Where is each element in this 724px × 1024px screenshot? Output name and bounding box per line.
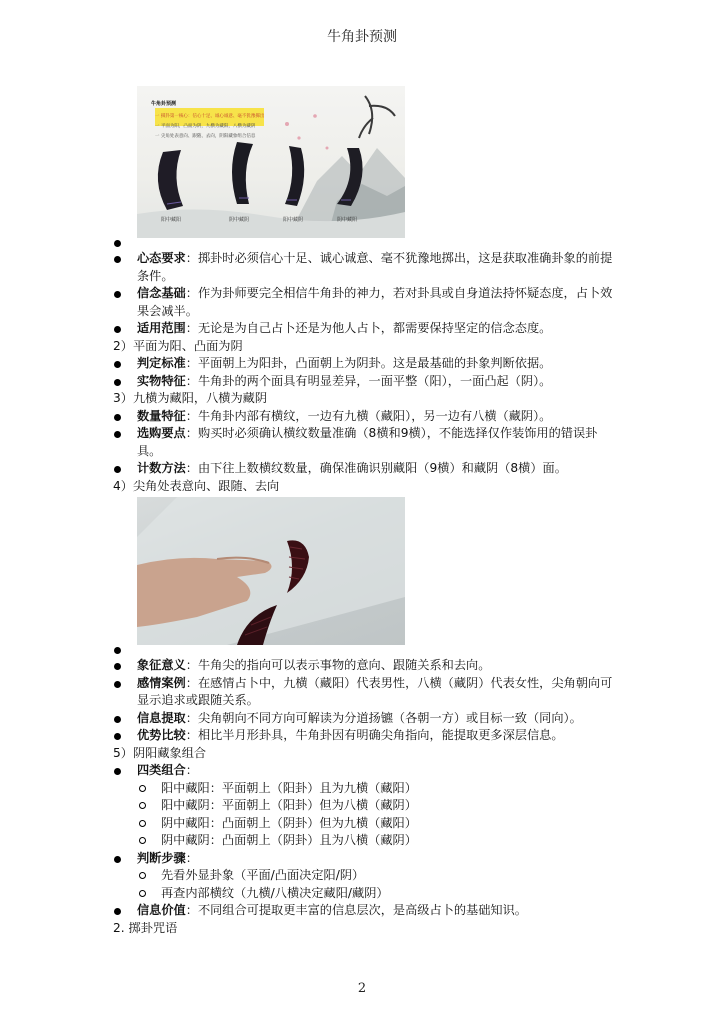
list-item: 心态要求：掷卦时必须信心十足、诚心诚意、毫不犹豫地掷出，这是获取准确卦象的前提条件。 <box>113 250 613 285</box>
horn-label-1: 阳中藏阳 <box>161 217 182 223</box>
sub-list-item: 阴中藏阴：凸面朝上（阴卦）且为八横（藏阴） <box>113 832 613 850</box>
section-heading: 3）九横为藏阳，八横为藏阴 <box>113 391 268 405</box>
figure1-line-2: 一 平面为阳，凸面为阴，九横为藏阳，八横为藏阴 <box>155 124 256 129</box>
horn-divination-illustration <box>137 86 405 238</box>
list-item: 判断步骤： <box>113 850 613 868</box>
list-item: 适用范围：无论是为自己占卜还是为他人占卜，都需要保持坚定的信念态度。 <box>113 320 613 338</box>
list-item: 信息价值：不同组合可提取更丰富的信息层次，是高级占卜的基础知识。 <box>113 902 613 920</box>
document-body <box>113 86 613 937</box>
list-item: 数量特征：牛角卦内部有横纹，一边有九横（藏阳），另一边有八横（藏阴）。 <box>113 408 613 426</box>
list-item: 优势比较：相比半月形卦具，牛角卦因有明确尖角指向，能提取更多深层信息。 <box>113 727 613 745</box>
figure1-line-3: 一 尖角处表意向、跟随、去向，阴阳藏象组合信息 <box>155 134 256 139</box>
list-item: 选购要点：购买时必须确认横纹数量准确（8横和9横），不能选择仅作装饰用的错误卦具。 <box>113 425 613 460</box>
section-heading: 5）阴阳藏象组合 <box>113 745 207 760</box>
chapter-heading: 2. 掷卦咒语 <box>113 920 178 935</box>
photo-scene <box>137 497 405 645</box>
sub-list-item: 阴中藏阳：凸面朝上（阴卦）但为九横（藏阳） <box>113 815 613 833</box>
list-item: 信念基础：作为卦师要完全相信牛角卦的神力，若对卦具或自身道法持怀疑态度，占卜效果会减半。 <box>113 285 613 320</box>
list-item: 象征意义：牛角尖的指向可以表示事物的意向、跟随关系和去向。 <box>113 657 613 675</box>
sub-list-item: 阳中藏阳：平面朝上（阳卦）且为九横（藏阳） <box>113 780 613 798</box>
section-heading: 2）平面为阳、凸面为阴 <box>113 338 243 353</box>
horn-label-2: 阴中藏阴 <box>229 217 250 223</box>
horn-label-4: 阴中藏阳 <box>337 217 358 223</box>
section-heading: 4）尖角处表意向、跟随、去向 <box>113 478 280 493</box>
sub-list-item: 再查内部横纹（九横/八横决定藏阳/藏阴） <box>113 885 613 903</box>
sub-list-item: 先看外显卦象（平面/凸面决定阳/阴） <box>113 867 613 885</box>
list-item: 信息提取：尖角朝向不同方向可解读为分道扬镳（各朝一方）或目标一致（同向）。 <box>113 710 613 728</box>
figure1-title: 牛角卦预测 <box>151 101 177 107</box>
figure1-line-1: 一 掷卦第一核心：信心十足、诚心诚意、毫不犹豫掷出 <box>155 108 264 126</box>
list-item: 感情案例：在感情占卜中，九横（藏阳）代表男性，八横（藏阴）代表女性，尖角朝向可显示追求或跟随关系。 <box>113 675 613 710</box>
hand-pointing-horn-photo <box>137 497 405 645</box>
empty-bullet <box>113 645 613 657</box>
list-item: 判定标准：平面朝上为阳卦，凸面朝上为阴卦。这是最基础的卦象判断依据。 <box>113 355 613 373</box>
list-item: 实物特征：牛角卦的两个面具有明显差异，一面平整（阳），一面凸起（阴）。 <box>113 373 613 391</box>
horn-label-3: 阳中藏阴 <box>283 217 304 223</box>
page-number: 2 <box>357 981 367 996</box>
empty-bullet <box>113 238 613 250</box>
list-item: 四类组合： <box>113 762 613 780</box>
page-header-title: 牛角卦预测 <box>327 29 397 45</box>
list-item: 计数方法：由下往上数横纹数量，确保准确识别藏阳（9横）和藏阴（8横）面。 <box>113 460 613 478</box>
sub-list-item: 阳中藏阴：平面朝上（阳卦）但为八横（藏阴） <box>113 797 613 815</box>
